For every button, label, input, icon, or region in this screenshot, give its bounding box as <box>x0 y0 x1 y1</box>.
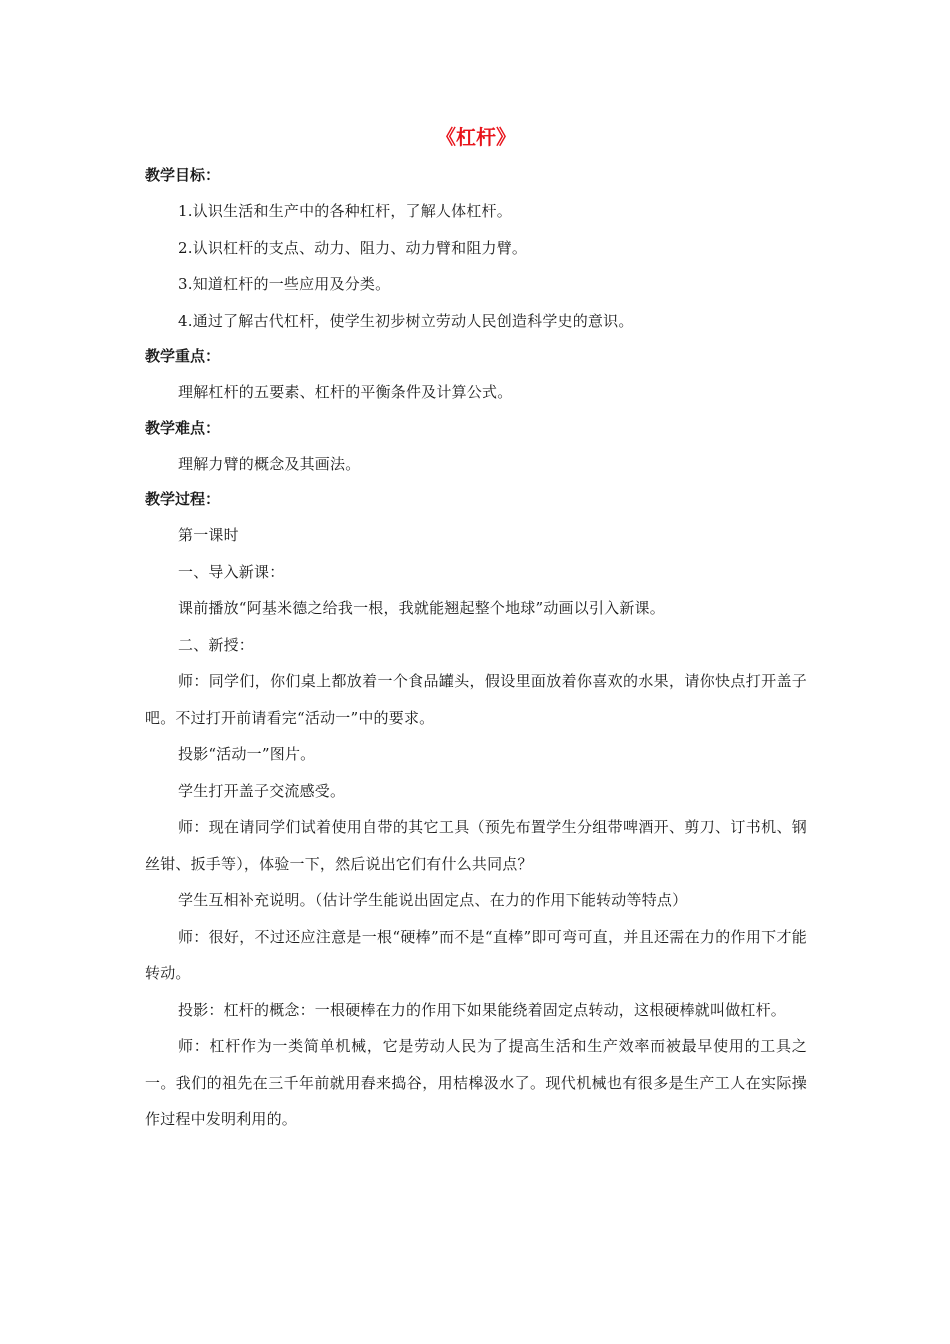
document-page <box>145 118 807 1138</box>
section-difficulties <box>145 411 807 483</box>
paragraph: 投影：杠杆的概念：一根硬棒在力的作用下如果能绕着固定点转动，这根硬棒就叫做杠杆。 <box>178 1000 787 1019</box>
paragraph: 师：很好，不过还应注意是一根“硬棒”而不是“直棒”即可弯可直，并且还需在力的作用下才能转动。 <box>145 927 807 982</box>
paragraph: 师：杠杆作为一类简单机械，它是劳动人民为了提高生活和生产效率而被最早使用的工具之一。我们的祖先在三千年前就用舂来捣谷，用桔槔汲水了。现代机械也有很多是生产工人在实际操作过程中发明利用的。 <box>145 1037 807 1128</box>
paragraph: 理解杠杆的五要素、杠杆的平衡条件及计算公式。 <box>178 383 513 401</box>
paragraph: 一、导入新课： <box>178 562 285 581</box>
section-heading: 教学过程： <box>145 490 221 508</box>
section-key-points <box>145 339 807 411</box>
section-heading: 教学难点： <box>145 418 221 437</box>
paragraph: 投影“活动一”图片。 <box>178 745 316 763</box>
objective-item: 2.认识杠杆的支点、动力、阻力、动力臂和阻力臂。 <box>178 238 528 257</box>
paragraph: 学生打开盖子交流感受。 <box>178 781 346 800</box>
section-process <box>145 482 807 1138</box>
paragraph: 师：现在请同学们试着使用自带的其它工具（预先布置学生分组带啤酒开、剪刀、订书机、钢丝钳、扳手等），体验一下，然后说出它们有什么共同点？ <box>145 818 807 873</box>
paragraph: 课前播放“阿基米德之给我一根，我就能翘起整个地球”动画以引入新课。 <box>178 599 665 617</box>
paragraph: 二、新授： <box>178 635 255 654</box>
paragraph: 学生互相补充说明。（估计学生能说出固定点、在力的作用下能转动等特点） <box>178 891 688 909</box>
document-title: 《杠杆》 <box>436 125 516 149</box>
paragraph: 师：同学们，你们桌上都放着一个食品罐头，假设里面放着你喜欢的水果，请你快点打开盖子吧。不过打开前请看完“活动一”中的要求。 <box>145 672 807 727</box>
section-heading: 教学重点： <box>145 347 221 365</box>
paragraph: 理解力臂的概念及其画法。 <box>178 454 361 473</box>
section-heading: 教学目标： <box>145 166 221 184</box>
objective-item: 1.认识生活和生产中的各种杠杆，了解人体杠杆。 <box>178 202 512 220</box>
objective-item: 4.通过了解古代杠杆，使学生初步树立劳动人民创造科学史的意识。 <box>178 311 634 330</box>
objective-item: 3.知道杠杆的一些应用及分类。 <box>178 275 391 293</box>
paragraph: 第一课时 <box>178 526 239 544</box>
section-objectives <box>145 158 807 339</box>
